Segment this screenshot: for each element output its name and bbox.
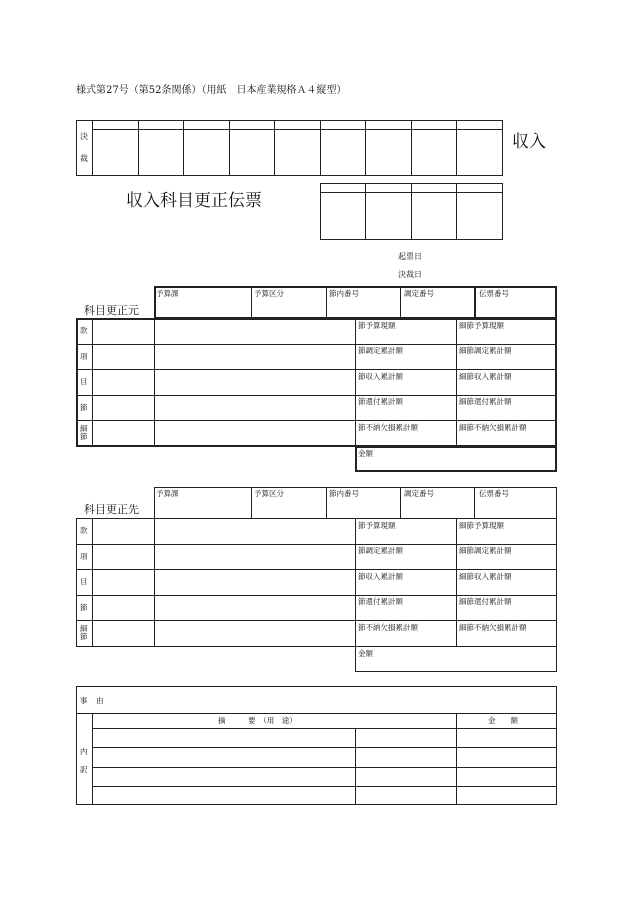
cell-kingaku-2: 金額 xyxy=(358,649,373,658)
cell-setsu-funou-2: 節不納欠損累計額 xyxy=(358,623,418,632)
row-kou-2: 項 xyxy=(80,552,88,561)
cell-saisetsu-funou-2: 細節不納欠損累計額 xyxy=(459,623,527,632)
row-setsu: 節 xyxy=(80,403,88,412)
cell-saisetsu-yosan: 細節予算現額 xyxy=(459,321,504,330)
cell-saisetsu-shunyu: 細節収入累計額 xyxy=(459,372,512,381)
row-setsu-2: 節 xyxy=(80,603,88,612)
cell-saisetsu-kanpu-2: 細節還付累計額 xyxy=(459,597,512,606)
cell-saisetsu-yosan-2: 細節予算現額 xyxy=(459,521,504,530)
row-kan-2: 款 xyxy=(80,526,88,535)
field-yosanka: 予算課 xyxy=(156,289,179,298)
tekiyo-header: 摘 要 （用 途） xyxy=(218,716,297,725)
shunyu-label: 収入 xyxy=(512,132,546,152)
section-saki-label: 科目更正先 xyxy=(84,503,139,516)
kessai-label-bottom: 裁 xyxy=(80,154,88,163)
cell-setsu-shunyu-2: 節収入累計額 xyxy=(358,572,403,581)
cell-saisetsu-chotei-2: 細節調定累計額 xyxy=(459,546,512,555)
cell-setsu-kanpu: 節還付累計額 xyxy=(358,397,403,406)
row-moku: 目 xyxy=(80,377,88,386)
field-setsunai-2: 節内番号 xyxy=(329,489,359,498)
field-denpyo: 伝票番号 xyxy=(479,289,509,298)
row-kou: 項 xyxy=(80,352,88,361)
cell-setsu-chotei: 節調定累計額 xyxy=(358,346,403,355)
section-moto-label: 科目更正元 xyxy=(84,304,139,317)
page-title: 収入科目更正伝票 xyxy=(126,191,262,211)
cell-kingaku: 金額 xyxy=(358,449,373,458)
cell-saisetsu-funou: 細節不納欠損累計額 xyxy=(459,423,527,432)
kessai-date-label: 決裁日 xyxy=(398,270,422,279)
kihyo-date-label: 起票日 xyxy=(398,252,422,261)
field-yosankubun: 予算区分 xyxy=(254,289,284,298)
cell-setsu-chotei-2: 節調定累計額 xyxy=(358,546,403,555)
cell-setsu-funou: 節不納欠損累計額 xyxy=(358,423,418,432)
cell-saisetsu-kanpu: 細節還付累計額 xyxy=(459,397,512,406)
cell-setsu-yosan-2: 節予算現額 xyxy=(358,521,396,530)
uchiwake-label-2: 訳 xyxy=(80,765,88,774)
jiyu-label-2: 由 xyxy=(96,696,104,705)
kingaku-header: 金 額 xyxy=(488,716,518,725)
field-chotei: 調定番号 xyxy=(404,289,434,298)
field-yosanka-2: 予算課 xyxy=(156,489,179,498)
jiyu-label-1: 事 xyxy=(80,696,88,705)
cell-saisetsu-shunyu-2: 細節収入累計額 xyxy=(459,572,512,581)
row-moku-2: 目 xyxy=(80,577,88,586)
cell-saisetsu-chotei: 細節調定累計額 xyxy=(459,346,512,355)
form-note: 様式第27号（第52条関係）（用紙 日本産業規格Ａ４縦型） xyxy=(76,85,347,96)
cell-setsu-shunyu: 節収入累計額 xyxy=(358,372,403,381)
cell-setsu-kanpu-2: 節還付累計額 xyxy=(358,597,403,606)
field-setsunai: 節内番号 xyxy=(329,289,359,298)
field-yosankubun-2: 予算区分 xyxy=(254,489,284,498)
row-kan: 款 xyxy=(80,326,88,335)
field-denpyo-2: 伝票番号 xyxy=(479,489,509,498)
kessai-label-top: 決 xyxy=(80,132,88,141)
field-chotei-2: 調定番号 xyxy=(404,489,434,498)
row-saisetsu-2: 細節 xyxy=(80,624,88,641)
row-saisetsu: 細節 xyxy=(80,424,88,441)
uchiwake-label-1: 内 xyxy=(80,747,88,756)
cell-setsu-yosan: 節予算現額 xyxy=(358,321,396,330)
